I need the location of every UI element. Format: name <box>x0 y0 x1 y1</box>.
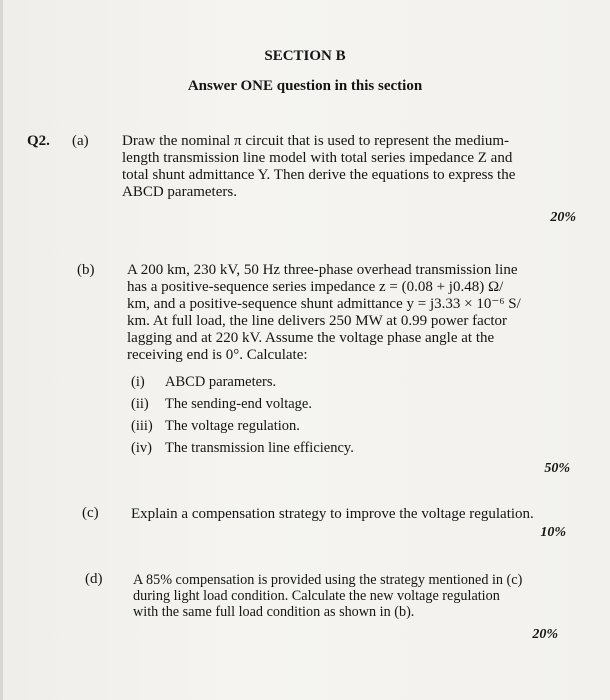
list-item-text: The sending-end voltage. <box>165 396 312 412</box>
part-d-label: (d) <box>85 571 103 587</box>
list-item-number: (iv) <box>131 440 152 456</box>
question-number: Q2. <box>27 133 50 149</box>
list-item-number: (ii) <box>131 396 149 412</box>
part-b-line: A 200 km, 230 kV, 50 Hz three-phase overhead transmission line <box>127 262 518 278</box>
section-instruction: Answer ONE question in this section <box>187 78 423 94</box>
list-item <box>131 418 300 435</box>
part-b-line: km, and a positive-sequence shunt admittance y = j3.33 × 10⁻⁶ S/ <box>127 296 521 312</box>
part-c-label: (c) <box>82 505 99 521</box>
part-d-text <box>133 572 561 620</box>
page-edge <box>0 0 3 700</box>
list-item-text: The transmission line efficiency. <box>165 440 354 456</box>
part-a-line: Draw the nominal π circuit that is used to represent the medium- <box>122 133 510 149</box>
section-title: SECTION B <box>264 48 346 64</box>
list-item-text: The voltage regulation. <box>165 418 300 434</box>
part-d-line: with the same full load condition as shown in (b). <box>133 604 415 620</box>
part-a-marks: 20% <box>550 210 576 225</box>
list-item <box>131 374 276 391</box>
part-a-line: total shunt admittance Y. Then derive the equations to express the <box>122 167 516 183</box>
part-d-line: during light load condition. Calculate the new voltage regulation <box>133 588 500 604</box>
list-item <box>131 440 354 457</box>
part-d-marks: 20% <box>532 627 558 642</box>
part-c-line: Explain a compensation strategy to improve the voltage regulation. <box>131 506 534 522</box>
part-a-label: (a) <box>72 133 89 149</box>
part-a-line: length transmission line model with total series impedance Z and <box>122 150 513 166</box>
list-item-number: (iii) <box>131 418 153 434</box>
list-item-number: (i) <box>131 374 145 390</box>
part-d-line: A 85% compensation is provided using the strategy mentioned in (c) <box>133 572 523 588</box>
part-b-line: receiving end is 0°. Calculate: <box>127 347 308 363</box>
list-item-text: ABCD parameters. <box>165 374 277 390</box>
part-b-marks: 50% <box>544 461 570 476</box>
part-b-line: has a positive-sequence series impedance z = (0.08 + j0.48) Ω/ <box>127 279 504 295</box>
part-c-marks: 10% <box>540 525 566 540</box>
part-b-text <box>127 262 573 364</box>
part-b-line: lagging and at 220 kV. Assume the voltage phase angle at the <box>127 330 495 346</box>
part-b-label: (b) <box>77 262 95 278</box>
part-c-text <box>131 506 571 523</box>
part-a-text <box>122 133 576 201</box>
part-a-line: ABCD parameters. <box>122 184 237 200</box>
part-b-line: km. At full load, the line delivers 250 MW at 0.99 power factor <box>127 313 508 329</box>
list-item <box>131 396 312 413</box>
